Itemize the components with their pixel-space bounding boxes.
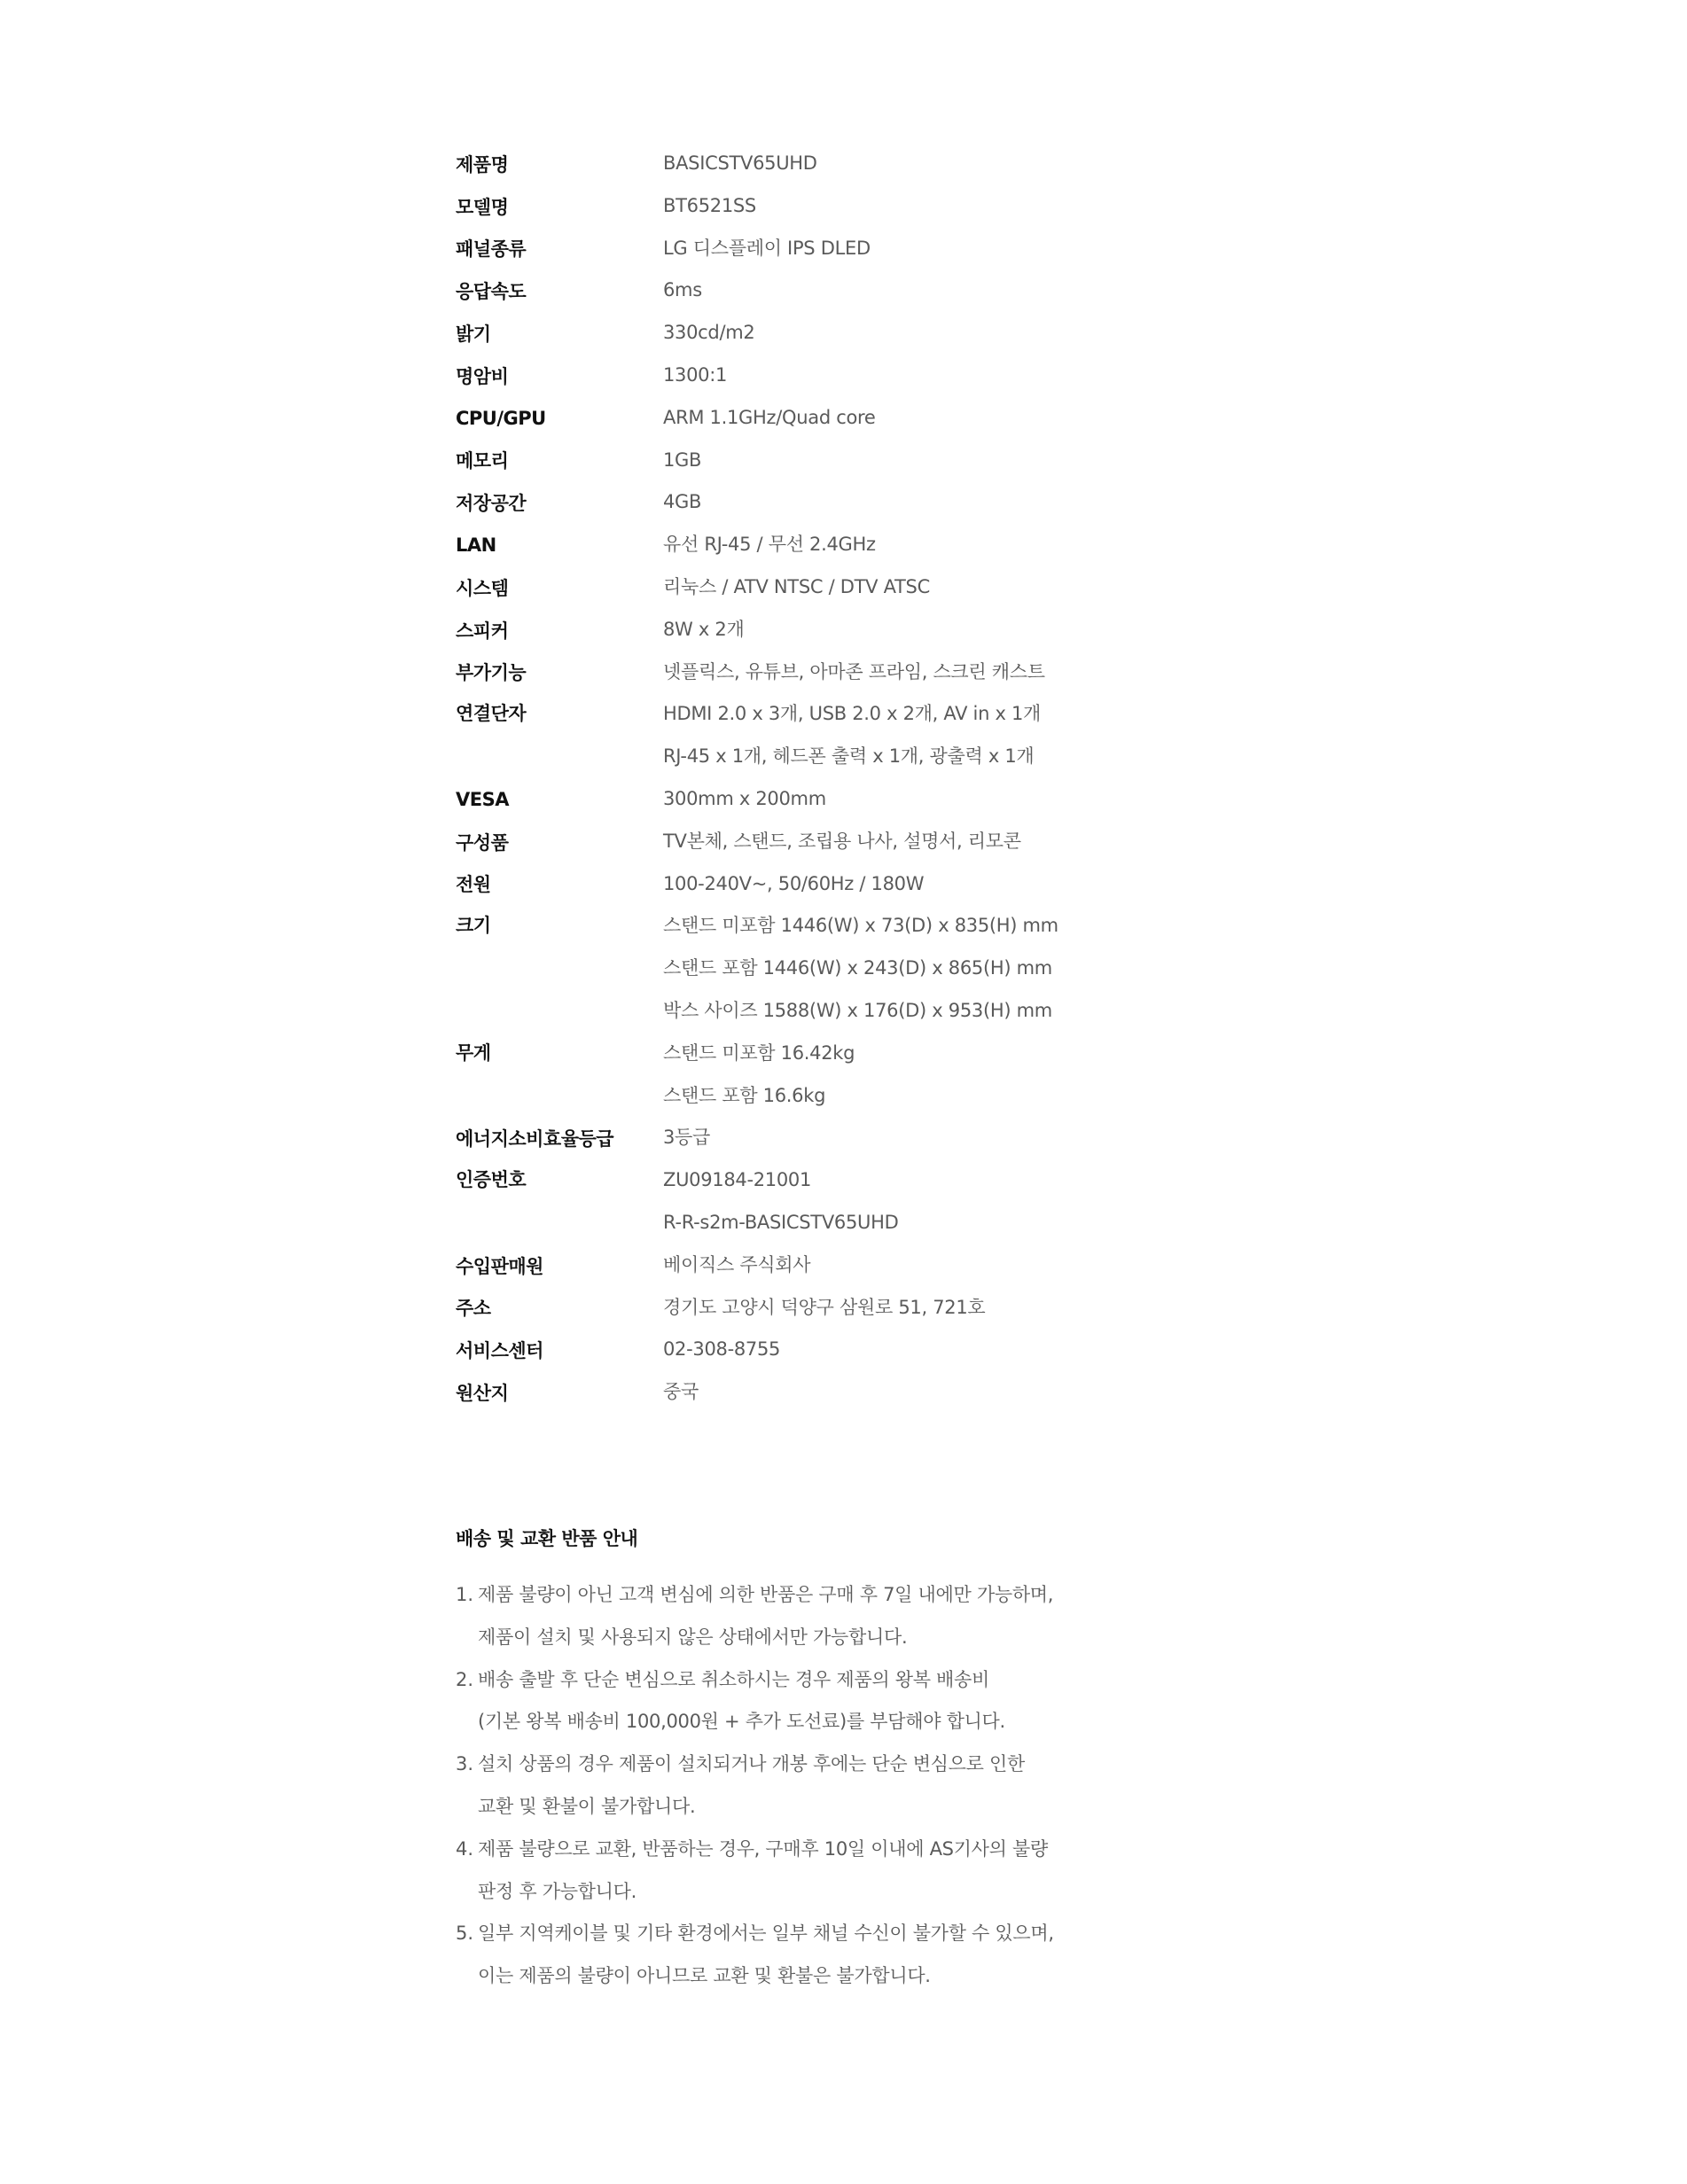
spec-label: 제품명 (456, 153, 509, 176)
spec-values (663, 481, 701, 524)
spec-values (663, 397, 876, 440)
spec-value: RJ-45 x 1개, 헤드폰 출력 x 1개, 광출력 x 1개 (663, 745, 1035, 768)
notice-item-text (478, 1659, 1005, 1744)
spec-value: 중국 (663, 1381, 699, 1403)
spec-row (456, 312, 1254, 355)
notice-item (456, 1743, 1254, 1829)
spec-row (456, 778, 1254, 821)
spec-value: 3등급 (663, 1127, 711, 1149)
spec-row (456, 228, 1254, 270)
spec-row (456, 651, 1254, 694)
spec-label: 에너지소비효율등급 (456, 1128, 614, 1150)
notice-item (456, 1659, 1254, 1744)
spec-row (456, 440, 1254, 482)
spec-value: 유선 RJ-45 / 무선 2.4GHz (663, 534, 876, 556)
spec-row (456, 524, 1254, 566)
spec-value: 6ms (663, 279, 702, 301)
spec-values (663, 863, 924, 906)
spec-value: ZU09184-21001 (663, 1169, 812, 1191)
spec-row (456, 355, 1254, 397)
spec-values (663, 228, 871, 270)
spec-values (663, 524, 876, 566)
spec-label: 모델명 (456, 196, 509, 218)
notice-line: 교환 및 환불이 불가합니다. (478, 1795, 696, 1817)
spec-label: 구성품 (456, 831, 509, 854)
spec-row (456, 269, 1254, 312)
spec-value: 스탠드 미포함 16.42kg (663, 1041, 855, 1064)
spec-values (663, 1159, 898, 1244)
spec-row (456, 821, 1254, 863)
spec-row (456, 1033, 1254, 1118)
spec-row (456, 1371, 1254, 1414)
spec-label: CPU/GPU (456, 407, 546, 429)
spec-row (456, 1287, 1254, 1330)
spec-row (456, 1159, 1254, 1244)
notice-item-text (478, 1913, 1054, 1998)
shipping-return-notice (456, 1521, 1254, 1998)
spec-value: 베이직스 주식회사 (663, 1253, 811, 1275)
notice-line: (기본 왕복 배송비 100,000원 + 추가 도선료)를 부담해야 합니다. (478, 1711, 1005, 1733)
spec-values (663, 566, 930, 609)
notice-item-number: 2. (456, 1668, 474, 1690)
spec-label: 밝기 (456, 324, 491, 346)
spec-values (663, 269, 702, 312)
spec-label: LAN (456, 534, 496, 557)
spec-label: 서비스센터 (456, 1340, 543, 1362)
spec-value: ARM 1.1GHz/Quad core (663, 406, 876, 428)
notice-item-number: 4. (456, 1837, 474, 1860)
spec-values (663, 355, 727, 397)
notice-line: 일부 지역케이블 및 기타 환경에서는 일부 채널 수신이 불가할 수 있으며, (478, 1923, 1054, 1945)
spec-value: 리눅스 / ATV NTSC / DTV ATSC (663, 575, 930, 597)
spec-label: 명암비 (456, 365, 509, 387)
notice-line: 배송 출발 후 단순 변심으로 취소하시는 경우 제품의 왕복 배송비 (478, 1668, 990, 1690)
spec-values (663, 185, 756, 228)
spec-values (663, 1033, 855, 1118)
spec-value: LG 디스플레이 IPS DLED (663, 237, 871, 259)
spec-values (663, 440, 701, 482)
spec-value: 02-308-8755 (663, 1338, 781, 1361)
spec-label: 응답속도 (456, 281, 527, 303)
spec-value: BASICSTV65UHD (663, 152, 817, 174)
spec-value: BT6521SS (663, 194, 756, 216)
spec-value: HDMI 2.0 x 3개, USB 2.0 x 2개, AV in x 1개 (663, 703, 1042, 725)
notice-item-text (478, 1829, 1048, 1914)
spec-row (456, 185, 1254, 228)
spec-values (663, 821, 1021, 863)
spec-values (663, 651, 1045, 694)
spec-label: 주소 (456, 1298, 491, 1320)
spec-row (456, 397, 1254, 440)
spec-row (456, 1244, 1254, 1287)
spec-label: 수입판매원 (456, 1255, 543, 1277)
notice-item-number: 1. (456, 1584, 474, 1605)
spec-values (663, 143, 817, 185)
spec-values (663, 312, 754, 355)
spec-row (456, 863, 1254, 906)
notice-line: 제품 불량이 아닌 고객 변심에 의한 반품은 구매 후 7일 내에만 가능하며, (478, 1584, 1054, 1605)
spec-row (456, 1329, 1254, 1371)
spec-value: 1300:1 (663, 363, 728, 386)
notice-item (456, 1574, 1254, 1659)
notice-item (456, 1913, 1254, 1998)
spec-row (456, 481, 1254, 524)
spec-value: 경기도 고양시 덕양구 삼원로 51, 721호 (663, 1296, 986, 1318)
spec-label: 원산지 (456, 1383, 509, 1404)
spec-value: R-R-s2m-BASICSTV65UHD (663, 1211, 899, 1233)
spec-values (663, 609, 744, 651)
notice-line: 설치 상품의 경우 제품이 설치되거나 개봉 후에는 단순 변심으로 인한 (478, 1753, 1025, 1775)
notice-line: 판정 후 가능합니다. (478, 1880, 637, 1902)
notice-item-text (478, 1574, 1053, 1659)
spec-table (456, 143, 1254, 1414)
spec-value: 스탠드 미포함 1446(W) x 73(D) x 835(H) mm (663, 915, 1058, 937)
spec-label: 무게 (456, 1041, 491, 1064)
spec-label: 인증번호 (456, 1169, 527, 1191)
spec-value: 박스 사이즈 1588(W) x 176(D) x 953(H) mm (663, 999, 1052, 1021)
spec-label: 시스템 (456, 577, 509, 599)
notice-title: 배송 및 교환 반품 안내 (456, 1528, 638, 1549)
spec-values (663, 1287, 985, 1330)
notice-item-number: 5. (456, 1923, 474, 1945)
notice-list (456, 1574, 1254, 1998)
spec-value: 330cd/m2 (663, 322, 755, 344)
spec-row (456, 1117, 1254, 1159)
spec-row (456, 609, 1254, 651)
notice-item (456, 1829, 1254, 1914)
notice-line: 이는 제품의 불량이 아니므로 교환 및 환불은 불가합니다. (478, 1965, 931, 1987)
spec-value: 1GB (663, 448, 702, 471)
spec-row (456, 566, 1254, 609)
spec-values (663, 1371, 699, 1414)
spec-value: 스탠드 포함 1446(W) x 243(D) x 865(H) mm (663, 957, 1052, 979)
spec-values (663, 1329, 780, 1371)
spec-value: 300mm x 200mm (663, 787, 826, 809)
spec-label: 부가기능 (456, 662, 527, 684)
spec-label: 패널종류 (456, 238, 527, 261)
spec-label: 스피커 (456, 620, 509, 642)
spec-label: 연결단자 (456, 703, 527, 725)
spec-label: 메모리 (456, 450, 509, 472)
spec-label: 저장공간 (456, 493, 527, 515)
spec-values (663, 1117, 710, 1159)
spec-values (663, 693, 1041, 778)
spec-value: 스탠드 포함 16.6kg (663, 1084, 826, 1106)
notice-item-text (478, 1743, 1025, 1829)
spec-values (663, 778, 826, 821)
spec-row (456, 143, 1254, 185)
notice-line: 제품이 설치 및 사용되지 않은 상태에서만 가능합니다. (478, 1626, 908, 1648)
notice-line: 제품 불량으로 교환, 반품하는 경우, 구매후 10일 이내에 AS기사의 불량 (478, 1837, 1048, 1860)
spec-value: 넷플릭스, 유튜브, 아마존 프라임, 스크린 캐스트 (663, 660, 1045, 682)
spec-row (456, 905, 1254, 1032)
spec-label: VESA (456, 788, 509, 810)
spec-value: 8W x 2개 (663, 618, 745, 640)
spec-value: 100-240V~, 50/60Hz / 180W (663, 872, 925, 894)
spec-label: 전원 (456, 874, 491, 896)
notice-item-number: 3. (456, 1753, 474, 1775)
spec-value: 4GB (663, 491, 702, 513)
spec-row (456, 693, 1254, 778)
spec-label: 크기 (456, 915, 491, 937)
spec-values (663, 905, 1058, 1032)
spec-values (663, 1244, 810, 1287)
spec-value: TV본체, 스탠드, 조립용 나사, 설명서, 리모콘 (663, 830, 1021, 852)
